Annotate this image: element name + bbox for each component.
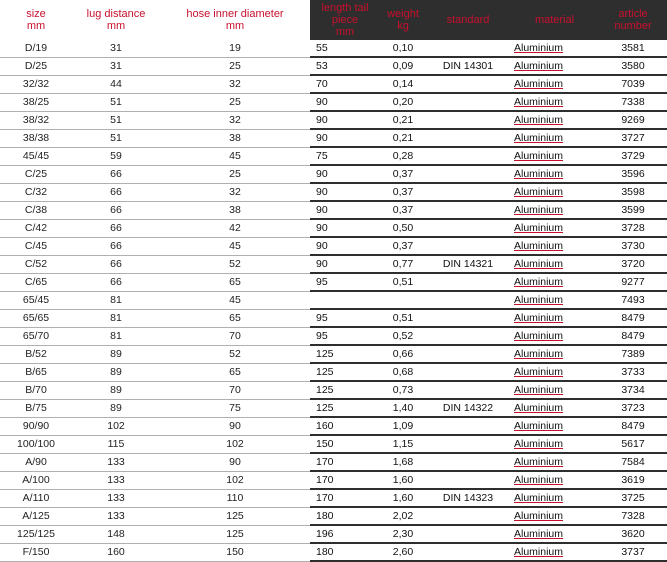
cell-material: Aluminium [510,255,599,273]
table-row [0,381,667,399]
cell-lug-distance: 66 [72,201,160,219]
cell-material: Aluminium [510,417,599,435]
cell-weight: 1,68 [380,453,426,471]
table-row [0,543,667,561]
cell-lug-distance: 66 [72,219,160,237]
table-row [0,147,667,165]
cell-lug-distance: 133 [72,453,160,471]
cell-tail-length: 160 [310,417,380,435]
table-row [0,417,667,435]
cell-material: Aluminium [510,363,599,381]
cell-standard [426,327,510,345]
table-row [0,327,667,345]
table-row [0,489,667,507]
cell-lug-distance: 59 [72,147,160,165]
cell-article-number: 8479 [599,309,667,327]
cell-tail-length: 90 [310,237,380,255]
cell-tail-length: 170 [310,471,380,489]
table-row [0,75,667,93]
cell-article-number: 7389 [599,345,667,363]
cell-tail-length: 180 [310,507,380,525]
cell-size: 32/32 [0,75,72,93]
cell-hose-diameter: 38 [160,201,310,219]
cell-size: 38/38 [0,129,72,147]
cell-size: C/52 [0,255,72,273]
cell-article-number: 3725 [599,489,667,507]
cell-article-number: 9269 [599,111,667,129]
table-row [0,255,667,273]
cell-article-number: 7584 [599,453,667,471]
cell-size: C/42 [0,219,72,237]
cell-hose-diameter: 150 [160,543,310,561]
table-row [0,111,667,129]
cell-material: Aluminium [510,111,599,129]
cell-article-number: 8479 [599,327,667,345]
cell-weight: 0,37 [380,237,426,255]
cell-article-number: 7338 [599,93,667,111]
cell-hose-diameter: 90 [160,453,310,471]
cell-hose-diameter: 25 [160,93,310,111]
cell-lug-distance: 51 [72,129,160,147]
cell-article-number: 3599 [599,201,667,219]
cell-size: 65/45 [0,291,72,309]
cell-article-number: 3596 [599,165,667,183]
cell-standard [426,363,510,381]
cell-weight: 0,20 [380,93,426,111]
cell-lug-distance: 133 [72,489,160,507]
cell-standard [426,237,510,255]
cell-hose-diameter: 125 [160,507,310,525]
cell-article-number: 3720 [599,255,667,273]
header-weight: weight kg [387,8,419,32]
cell-tail-length: 170 [310,453,380,471]
cell-material: Aluminium [510,507,599,525]
cell-size: C/65 [0,273,72,291]
cell-tail-length: 70 [310,75,380,93]
cell-tail-length: 90 [310,93,380,111]
cell-standard [426,291,510,309]
cell-hose-diameter: 32 [160,111,310,129]
cell-tail-length: 75 [310,147,380,165]
cell-tail-length: 196 [310,525,380,543]
cell-weight: 0,77 [380,255,426,273]
cell-article-number: 7039 [599,75,667,93]
cell-hose-diameter: 45 [160,237,310,255]
cell-size: 90/90 [0,417,72,435]
cell-lug-distance: 66 [72,165,160,183]
cell-lug-distance: 148 [72,525,160,543]
cell-standard [426,111,510,129]
table-row [0,93,667,111]
cell-hose-diameter: 42 [160,219,310,237]
cell-standard [426,219,510,237]
cell-weight: 0,66 [380,345,426,363]
table-row [0,201,667,219]
cell-article-number: 3737 [599,543,667,561]
cell-material: Aluminium [510,489,599,507]
cell-lug-distance: 31 [72,57,160,75]
cell-size: F/150 [0,543,72,561]
cell-article-number: 3598 [599,183,667,201]
cell-weight: 0,51 [380,273,426,291]
cell-hose-diameter: 32 [160,75,310,93]
cell-size: B/70 [0,381,72,399]
cell-hose-diameter: 52 [160,255,310,273]
cell-size: A/125 [0,507,72,525]
cell-weight: 0,50 [380,219,426,237]
cell-standard [426,381,510,399]
table-row [0,165,667,183]
cell-article-number: 3730 [599,237,667,255]
cell-tail-length: 90 [310,201,380,219]
table-row [0,399,667,417]
cell-material: Aluminium [510,273,599,291]
cell-lug-distance: 51 [72,111,160,129]
cell-weight: 0,14 [380,75,426,93]
cell-standard [426,417,510,435]
cell-hose-diameter: 38 [160,129,310,147]
cell-material: Aluminium [510,165,599,183]
cell-size: 45/45 [0,147,72,165]
cell-article-number: 3729 [599,147,667,165]
cell-lug-distance: 44 [72,75,160,93]
cell-article-number: 3581 [599,40,667,57]
cell-article-number: 3727 [599,129,667,147]
cell-material: Aluminium [510,93,599,111]
cell-weight [380,291,426,309]
table-row [0,183,667,201]
cell-article-number: 3620 [599,525,667,543]
cell-lug-distance: 133 [72,471,160,489]
header-length-tail-piece: length tail piece mm [321,2,369,38]
cell-standard [426,273,510,291]
cell-tail-length: 90 [310,111,380,129]
cell-material: Aluminium [510,237,599,255]
cell-hose-diameter: 45 [160,147,310,165]
header-standard: standard [446,14,490,26]
cell-lug-distance: 160 [72,543,160,561]
cell-material: Aluminium [510,345,599,363]
table-row [0,219,667,237]
cell-article-number: 3619 [599,471,667,489]
cell-size: 38/25 [0,93,72,111]
cell-standard [426,147,510,165]
cell-lug-distance: 133 [72,507,160,525]
cell-article-number: 3723 [599,399,667,417]
cell-size: D/19 [0,40,72,57]
table-row [0,273,667,291]
cell-weight: 0,52 [380,327,426,345]
cell-standard [426,40,510,57]
cell-hose-diameter: 102 [160,435,310,453]
cell-article-number: 3728 [599,219,667,237]
cell-standard [426,435,510,453]
cell-weight: 0,09 [380,57,426,75]
cell-hose-diameter: 65 [160,363,310,381]
cell-lug-distance: 89 [72,363,160,381]
cell-weight: 0,10 [380,40,426,57]
cell-lug-distance: 66 [72,183,160,201]
cell-hose-diameter: 75 [160,399,310,417]
cell-standard [426,75,510,93]
cell-hose-diameter: 25 [160,57,310,75]
cell-hose-diameter: 90 [160,417,310,435]
cell-tail-length: 180 [310,543,380,561]
cell-tail-length: 90 [310,165,380,183]
cell-material: Aluminium [510,291,599,309]
table-row [0,345,667,363]
cell-standard [426,543,510,561]
cell-material: Aluminium [510,525,599,543]
cell-lug-distance: 31 [72,40,160,57]
cell-hose-diameter: 19 [160,40,310,57]
table-row [0,471,667,489]
cell-lug-distance: 102 [72,417,160,435]
cell-tail-length: 125 [310,363,380,381]
cell-size: C/32 [0,183,72,201]
cell-size: B/52 [0,345,72,363]
cell-tail-length: 90 [310,219,380,237]
cell-hose-diameter: 25 [160,165,310,183]
cell-size: 100/100 [0,435,72,453]
table-row [0,309,667,327]
cell-standard [426,309,510,327]
cell-weight: 0,37 [380,183,426,201]
cell-hose-diameter: 70 [160,381,310,399]
cell-size: C/25 [0,165,72,183]
cell-tail-length: 53 [310,57,380,75]
cell-lug-distance: 89 [72,381,160,399]
cell-weight: 0,21 [380,129,426,147]
cell-standard [426,471,510,489]
cell-lug-distance: 89 [72,399,160,417]
table-body [0,40,667,561]
cell-article-number: 8479 [599,417,667,435]
cell-weight: 1,40 [380,399,426,417]
table-row [0,435,667,453]
cell-material: Aluminium [510,309,599,327]
cell-material: Aluminium [510,327,599,345]
cell-weight: 1,09 [380,417,426,435]
table-row [0,525,667,543]
cell-lug-distance: 81 [72,327,160,345]
cell-lug-distance: 66 [72,255,160,273]
cell-tail-length [310,291,380,309]
cell-standard: DIN 14321 [426,255,510,273]
cell-article-number: 3733 [599,363,667,381]
table-row [0,129,667,147]
cell-weight: 0,28 [380,147,426,165]
cell-tail-length: 90 [310,183,380,201]
cell-tail-length: 55 [310,40,380,57]
cell-size: 38/32 [0,111,72,129]
table-row [0,453,667,471]
cell-tail-length: 125 [310,381,380,399]
cell-size: 125/125 [0,525,72,543]
cell-size: A/110 [0,489,72,507]
cell-weight: 2,30 [380,525,426,543]
cell-hose-diameter: 52 [160,345,310,363]
cell-lug-distance: 66 [72,237,160,255]
cell-tail-length: 170 [310,489,380,507]
cell-article-number: 9277 [599,273,667,291]
cell-article-number: 3580 [599,57,667,75]
cell-standard [426,453,510,471]
cell-material: Aluminium [510,75,599,93]
cell-standard [426,345,510,363]
cell-material: Aluminium [510,40,599,57]
cell-weight: 1,60 [380,471,426,489]
cell-weight: 0,37 [380,165,426,183]
cell-size: C/38 [0,201,72,219]
cell-size: A/100 [0,471,72,489]
cell-article-number: 7328 [599,507,667,525]
cell-material: Aluminium [510,381,599,399]
cell-standard [426,183,510,201]
cell-material: Aluminium [510,183,599,201]
table-row [0,40,667,57]
cell-standard: DIN 14323 [426,489,510,507]
cell-size: B/65 [0,363,72,381]
cell-tail-length: 150 [310,435,380,453]
cell-size: D/25 [0,57,72,75]
cell-tail-length: 95 [310,327,380,345]
cell-lug-distance: 89 [72,345,160,363]
cell-material: Aluminium [510,543,599,561]
table-row [0,291,667,309]
header-size: size mm [26,8,46,32]
cell-standard [426,201,510,219]
cell-size: A/90 [0,453,72,471]
cell-material: Aluminium [510,471,599,489]
cell-hose-diameter: 125 [160,525,310,543]
cell-tail-length: 90 [310,129,380,147]
cell-tail-length: 95 [310,309,380,327]
header-article-number: article number [614,8,652,32]
header-lug-distance: lug distance mm [86,8,146,32]
cell-material: Aluminium [510,57,599,75]
cell-hose-diameter: 110 [160,489,310,507]
cell-material: Aluminium [510,147,599,165]
cell-lug-distance: 51 [72,93,160,111]
cell-material: Aluminium [510,219,599,237]
table-row [0,57,667,75]
table-row [0,237,667,255]
cell-standard [426,165,510,183]
cell-hose-diameter: 102 [160,471,310,489]
cell-material: Aluminium [510,201,599,219]
cell-material: Aluminium [510,435,599,453]
cell-weight: 0,68 [380,363,426,381]
cell-article-number: 7493 [599,291,667,309]
cell-hose-diameter: 70 [160,327,310,345]
cell-size: B/75 [0,399,72,417]
cell-size: 65/65 [0,309,72,327]
cell-tail-length: 125 [310,345,380,363]
table-row [0,363,667,381]
header-material: material [534,14,575,26]
cell-material: Aluminium [510,129,599,147]
cell-standard [426,525,510,543]
cell-material: Aluminium [510,453,599,471]
cell-article-number: 3734 [599,381,667,399]
cell-size: 65/70 [0,327,72,345]
cell-tail-length: 125 [310,399,380,417]
cell-weight: 0,51 [380,309,426,327]
cell-hose-diameter: 65 [160,309,310,327]
cell-standard [426,93,510,111]
cell-hose-diameter: 32 [160,183,310,201]
cell-lug-distance: 81 [72,309,160,327]
cell-lug-distance: 66 [72,273,160,291]
cell-material: Aluminium [510,399,599,417]
cell-weight: 2,60 [380,543,426,561]
cell-size: C/45 [0,237,72,255]
cell-weight: 0,21 [380,111,426,129]
cell-lug-distance: 81 [72,291,160,309]
cell-tail-length: 95 [310,273,380,291]
cell-lug-distance: 115 [72,435,160,453]
cell-standard: DIN 14301 [426,57,510,75]
cell-hose-diameter: 65 [160,273,310,291]
cell-weight: 0,73 [380,381,426,399]
cell-article-number: 5617 [599,435,667,453]
cell-hose-diameter: 45 [160,291,310,309]
header-row [0,0,667,40]
cell-tail-length: 90 [310,255,380,273]
cell-weight: 1,15 [380,435,426,453]
cell-weight: 2,02 [380,507,426,525]
cell-standard [426,129,510,147]
cell-weight: 0,37 [380,201,426,219]
cell-standard: DIN 14322 [426,399,510,417]
cell-weight: 1,60 [380,489,426,507]
header-hose-inner-diameter: hose inner diameter mm [186,8,284,32]
